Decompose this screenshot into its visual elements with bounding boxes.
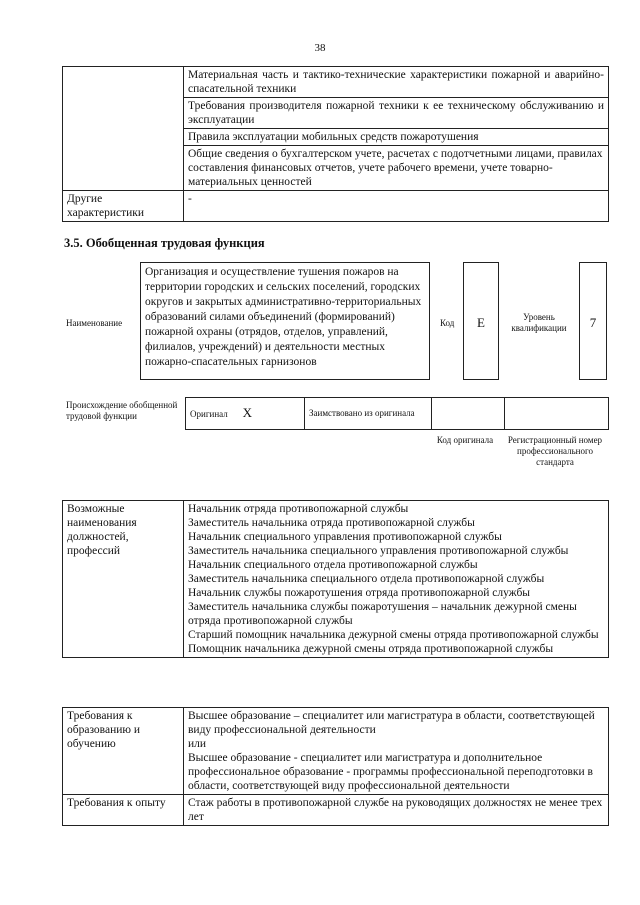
positions-label: Возможные наименования должностей, профессий (63, 501, 184, 658)
caption-reg-number: Регистрационный номер профессионального стандарта (507, 435, 603, 467)
kod-original-cell (432, 398, 505, 430)
requirements-table (62, 707, 609, 826)
original-cell (186, 398, 305, 430)
list-item: Начальник специального управления противопожарной службы (188, 531, 502, 543)
list-item: Заместитель начальника службы пожаротушения – начальник дежурной смены отряда противопожарной службы (188, 601, 577, 627)
list-item: Начальник отряда противопожарной службы (188, 503, 409, 515)
table-cell: Материальная часть и тактико-технические характеристики пожарной и аварийно-спасательной техники (184, 67, 609, 98)
table-cell: Правила эксплуатации мобильных средств пожаротушения (184, 129, 609, 146)
original-mark: X (242, 405, 252, 420)
naimenovanie-text: Организация и осуществление тушения пожаров на территории городских и сельских поселений, городских округов и закрытых административно-территориальных образований силами объединений (формирований) пожарной охраны (отрядов, отделов, управлений, филиалов, учреждений) и деятельности местных пожарно-спасательных гарнизонов (140, 262, 430, 380)
list-item: Заместитель начальника специального управления противопожарной службы (188, 545, 569, 557)
page-number: 38 (314, 42, 326, 54)
table-cell: - (184, 191, 609, 222)
table-row (63, 67, 609, 98)
experience-text (184, 795, 609, 826)
list-item: Заместитель начальника отряда противопожарной службы (188, 517, 475, 529)
section-heading: 3.5. Обобщенная трудовая функция (64, 236, 265, 250)
naimenovanie-label: Наименование (66, 318, 123, 328)
original-label: Оригинал (190, 409, 228, 419)
education-text (184, 708, 609, 795)
table-row (63, 795, 609, 826)
experience-label: Требования к опыту (63, 795, 184, 826)
caption-kod-original: Код оригинала (436, 435, 494, 445)
text-line: Стаж работы в противопожарной службе на руководящих должностях не менее трех лет (188, 797, 603, 823)
table-row (63, 708, 609, 795)
borrowed-label: Заимствовано из оригинала (305, 398, 432, 430)
reg-number-cell (505, 398, 609, 430)
list-item: Начальник специального отдела противопожарной службы (188, 559, 478, 571)
origin-table (185, 397, 609, 430)
text-line: Высшее образование - специалитет или магистратура и дополнительное профессиональное образование - программы профессиональной переподготовки в области, соответствующей виду профессиональной деятельности (188, 752, 593, 792)
table-cell: Общие сведения о бухгалтерском учете, расчетах с подотчетными лицами, правилах составления финансовых отчетов, учете рабочего времени, учете товарно-материальных ценностей (184, 146, 609, 191)
table-cell: Требования производителя пожарной техники к ее техническому обслуживанию и эксплуатации (184, 98, 609, 129)
kod-value: Е (463, 262, 499, 380)
list-item: Помощник начальника дежурной смены отряда противопожарной службы (188, 643, 554, 655)
table-row (186, 398, 609, 430)
positions-list (184, 501, 609, 658)
row-label (63, 67, 184, 191)
list-item: Старший помощник начальника дежурной смены отряда противопожарной службы (188, 629, 599, 641)
row-label: Другие характеристики (63, 191, 184, 222)
kod-label: Код (440, 318, 455, 328)
origin-label: Происхождение обобщенной трудовой функции (66, 400, 178, 421)
table-row (63, 501, 609, 658)
level-label: Уровень квалификации (511, 312, 567, 333)
text-line: Высшее образование – специалитет или магистратура в области, соответствующей виду профессиональной деятельности (188, 710, 595, 736)
list-item: Заместитель начальника специального отдела противопожарной службы (188, 573, 545, 585)
table-row (63, 191, 609, 222)
education-label: Требования к образованию и обучению (63, 708, 184, 795)
list-item: Начальник службы пожаротушения отряда противопожарной службы (188, 587, 531, 599)
level-value: 7 (579, 262, 607, 380)
positions-table (62, 500, 609, 658)
text-line: или (188, 738, 207, 750)
top-table (62, 66, 609, 222)
